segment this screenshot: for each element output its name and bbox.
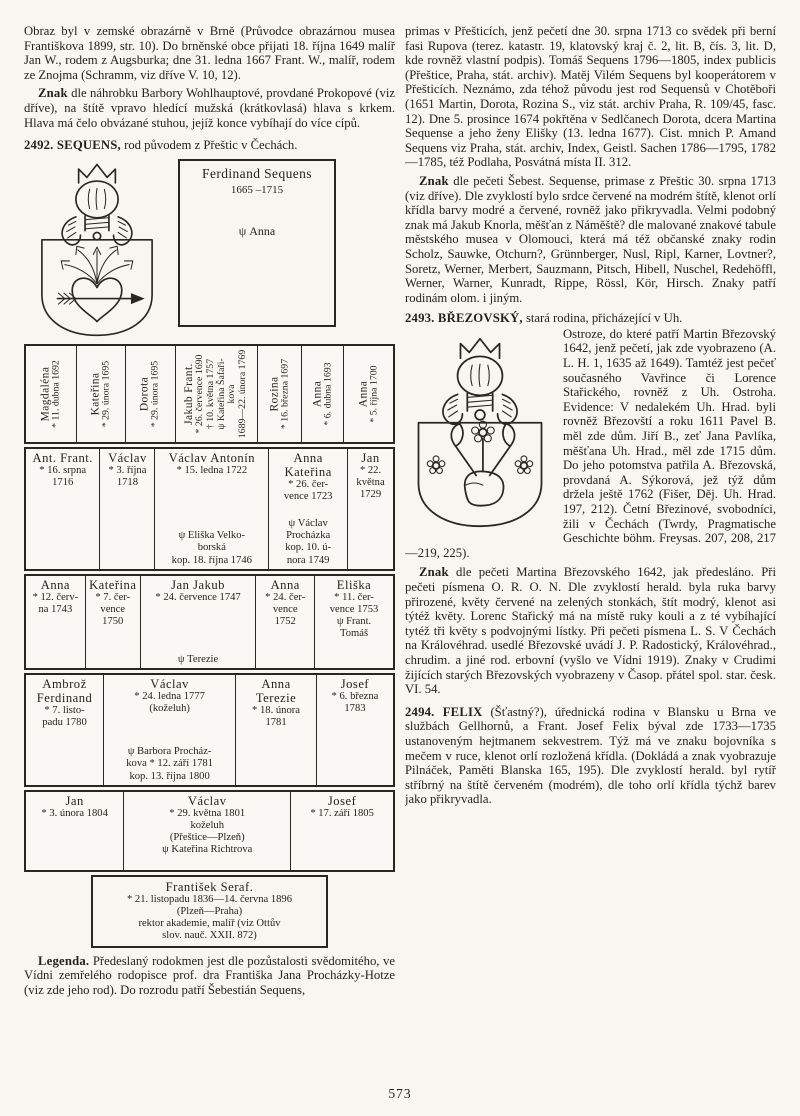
tree-cell-line: * 7. čer- bbox=[95, 591, 131, 603]
entry-first-line: stará rodina, přicházející v Uh. bbox=[522, 311, 683, 326]
tree-cell-line: Magdaléna bbox=[39, 366, 52, 422]
tree-cell-line: ψ Eliška Velko- bbox=[178, 530, 246, 542]
tree-cell bbox=[26, 792, 123, 870]
tree-person-name: Josef bbox=[327, 793, 357, 808]
sequens-arms-row bbox=[26, 159, 395, 341]
tree-cell bbox=[347, 449, 393, 569]
tree-cell-line: * 26. čer- bbox=[288, 478, 329, 490]
tree-cell-line: kova bbox=[226, 384, 238, 404]
tree-person-name: Václav bbox=[108, 450, 147, 465]
tree-cell bbox=[175, 346, 258, 442]
tree-cell-line: kop. 13. října 1800 bbox=[129, 770, 210, 782]
tree-cell-top bbox=[102, 451, 152, 489]
tree-cell bbox=[235, 675, 316, 785]
paragraph-lead: Legenda. bbox=[38, 953, 90, 968]
tree-cell-line: * 24. čer- bbox=[265, 591, 306, 603]
tree-cell bbox=[301, 346, 343, 442]
tree-final-line: slov. nauč. XXII. 872) bbox=[162, 930, 257, 942]
entry-number: 2494. FELIX bbox=[405, 704, 483, 719]
entry-text: Ostroze, do které patří Martin Březovský 1642, jenž pečetí, jak zde vyobrazeno (A. L. H. 1, 1635 až 1649). Tamtéž jest pečeť současného Vavřince či Lorence Stařického, rovněž z Uh. Ostroha. Evidence: V nedalekém Uh. Hrad. byli rovněž Březovští a roku 1611 Pavel B. měl zde dům. Jiří B., zeť Jana Pavlíka, měšťana Uh. Hrad., měl zde 1715 dům. Do jeho potomstva patřila A. Březovská, provdaná A. Sýkorová, jež týž dům držela ještě 1762 (Fišer, Děj. Uh. Hrad. 197, 212). Četní Březinové, svobodníci, žili v Čechách (Twrdy, Pragmatische Geschichte böhm. Freysas. 207, 208, 217—219, 225). bbox=[405, 326, 776, 560]
tree-cell-rotated-text bbox=[311, 362, 334, 425]
tree-cell-line: * 3. října bbox=[108, 464, 147, 476]
tree-cell-line: * 24. července 1747 bbox=[155, 591, 241, 603]
tree-cell bbox=[26, 346, 76, 442]
tree-person-name: Josef bbox=[340, 676, 370, 691]
tree-cell-line: kop. 10. ú- bbox=[285, 542, 332, 554]
tree-root-box bbox=[178, 159, 336, 327]
tree-cell-line: * 29. února 1695 bbox=[100, 360, 112, 427]
tree-cell-top bbox=[317, 578, 391, 641]
tree-cell-rotated-text bbox=[139, 361, 162, 427]
tree-cell-line: (Přeštice—Plzeň) bbox=[169, 832, 245, 844]
tree-cell bbox=[290, 792, 393, 870]
tree-person-name: Terezie bbox=[255, 690, 297, 705]
tree-cell-line: kop. 18. října 1746 bbox=[171, 554, 252, 566]
paragraph-obraz: Obraz byl v zemské obrazárně v Brně (Průvodce obrazárnou musea Františkova 1899, str. 10). Do brněnské obce přijati 18. října 1649 malíř Jan W., rodem z Augsburka; dne 31. ledna 1667 Frant. W., malíř, rodem ze Znojma (Schramm, viz dříve V. 10, 12). bbox=[24, 24, 395, 82]
tree-cell-top bbox=[319, 677, 391, 715]
tree-cell-line: * 16. března 1697 bbox=[279, 358, 291, 429]
tree-root-name: Ferdinand Sequens bbox=[202, 165, 312, 181]
tree-cell-top bbox=[238, 677, 314, 729]
tree-cell bbox=[123, 792, 290, 870]
tree-person-name: Jan bbox=[361, 450, 380, 465]
tree-cell-rotated-text bbox=[89, 361, 112, 427]
tree-cell bbox=[316, 675, 393, 785]
tree-cell-line: května bbox=[356, 476, 385, 488]
tree-person-name: Anna bbox=[293, 450, 323, 465]
tree-cell bbox=[26, 675, 103, 785]
tree-final-line: rektor akademie, malíř (viz Ottův bbox=[138, 918, 281, 930]
tree-final-box bbox=[91, 875, 328, 948]
tree-cell-line: ψ Kateřina Richtrova bbox=[162, 844, 253, 856]
tree-root-spouse: ψ Anna bbox=[238, 223, 276, 238]
tree-cell-line: Rozina bbox=[268, 376, 281, 412]
tree-person-name: Václav Antonín bbox=[168, 450, 256, 465]
entry-text: (Šťastný?), úřednická rodina v Blansku u Brna ve službách Gellhornů, a Frant. Josef Felix býval zde 1733—1735 ustanoveným hejtmanem sekvestrem. Týž má ve znaku bojovníka s mečem v ruce, klenot orlí rozložená křídla. (Dokládá a znak vyobrazuje Pilnáček, Paměti Blanska 165, 195). Dle zvyklostí herald. byl rytíř stříbrný na štítě červeném (modrém), dle toho orlí křídla týchž barev jako přikryvadla. bbox=[405, 704, 776, 807]
tree-cell-line: * 6. března bbox=[331, 690, 379, 702]
tree-cell-rotated-text bbox=[357, 365, 380, 422]
tree-cell-line: 1752 bbox=[274, 616, 296, 628]
tree-cell-line: * 7. listo- bbox=[44, 704, 85, 716]
tree-cell bbox=[103, 675, 235, 785]
tree-cell-top bbox=[28, 451, 97, 489]
tree-cell-line: * 16. srpna bbox=[39, 464, 87, 476]
tree-cell bbox=[268, 449, 347, 569]
tree-cell-line: * 24. ledna 1777 bbox=[134, 690, 205, 702]
tree-person-name: Ambrož bbox=[42, 676, 87, 691]
tree-person-name: Anna bbox=[261, 676, 291, 691]
tree-person-name: Václav bbox=[150, 676, 189, 691]
tree-person-name: Václav bbox=[187, 793, 227, 808]
tree-person-name: Jan bbox=[65, 793, 84, 808]
tree-cell-rotated-text bbox=[183, 350, 249, 438]
tree-cell-top bbox=[106, 677, 233, 715]
paragraph-lead: Znak bbox=[419, 565, 449, 580]
tree-cell-line: 1783 bbox=[344, 702, 366, 714]
tree-cell bbox=[76, 346, 126, 442]
tree-row bbox=[24, 574, 395, 670]
tree-cell-bottom bbox=[106, 746, 233, 783]
tree-cell-line: Dorota bbox=[138, 376, 151, 411]
tree-cell-line: padu 1780 bbox=[42, 716, 87, 728]
tree-cell-line: ψ Terezie bbox=[177, 653, 219, 665]
tree-row bbox=[24, 447, 395, 571]
tree-cell-line: * 17. září 1805 bbox=[310, 807, 374, 819]
tree-cell-top bbox=[293, 794, 391, 820]
entry-heading-brezovsky bbox=[405, 311, 776, 326]
tree-cell bbox=[125, 346, 175, 442]
tree-cell-line: 1689—22. února 1769 bbox=[237, 349, 249, 438]
left-column bbox=[24, 24, 395, 1086]
tree-cell-line: 1750 bbox=[102, 616, 124, 628]
tree-person-name: Kateřina bbox=[284, 464, 332, 479]
tree-cell-line: vence 1753 bbox=[329, 603, 379, 615]
tree-row bbox=[24, 673, 395, 787]
paragraph-lead: Znak bbox=[38, 86, 68, 101]
tree-cell bbox=[343, 346, 393, 442]
tree-cell-line: ψ Václav bbox=[288, 517, 328, 529]
page-number: 573 bbox=[388, 1086, 412, 1101]
tree-person-name: Ant. Frant. bbox=[32, 450, 93, 465]
paragraph-znak-wohlhaupt bbox=[24, 86, 395, 130]
tree-person-name: Jan Jakub bbox=[171, 577, 225, 592]
tree-person-name: Anna bbox=[270, 577, 300, 592]
tree-cell-line: * 15. ledna 1722 bbox=[176, 464, 248, 476]
tree-row bbox=[24, 790, 395, 872]
tree-final-line: * 21. listopadu 1836—14. června 1896 bbox=[126, 893, 293, 905]
paragraph-text: dle pečeti Martina Březovského 1642, jak předesláno. Při pečeti písmena O. R. O. N. Dle zvyklostí herald. byla ruka barvy přirozené, květy červené na zelených stonkách, štít modrý, klenot asi týtéž květy. Lorenc Stařický má na místě ruky kouli a z té vybíhající tytéž tři květy s podvojnými lístky. Při pečeti písmena L. S. V Čechách na Královéhrad. usedlé Březovské uvádí J. P. Radostický, Královéhrad., chrudim. a jiné rod. erbovní (vyšlo ve Vídni 1919). Znaky v Crudimi žijících starých Březovských vyobrazeny v Časop. přátel spol. star. česk. VI. 54. bbox=[405, 565, 776, 697]
tree-cell-line: 1781 bbox=[265, 716, 287, 728]
tree-cell-line: Procházka bbox=[286, 530, 331, 542]
entry-brezovsky bbox=[405, 311, 776, 560]
tree-cell-line: * 26. července 1690 bbox=[194, 354, 206, 434]
tree-cell-line: vence bbox=[272, 603, 298, 615]
tree-cell-line: Anna bbox=[311, 380, 324, 408]
tree-cell-top bbox=[126, 794, 288, 857]
tree-cell bbox=[154, 449, 268, 569]
paragraph-legenda bbox=[24, 954, 395, 998]
tree-cell bbox=[255, 576, 314, 668]
tree-cell-line: * 6. dubna 1693 bbox=[322, 362, 334, 426]
tree-cell bbox=[99, 449, 154, 569]
tree-cell-line: 1729 bbox=[359, 489, 382, 501]
entry-felix bbox=[405, 705, 776, 807]
tree-cell-line: * 11. čer- bbox=[334, 591, 374, 603]
entry-number: 2493. BŘEZOVSKÝ, bbox=[405, 311, 523, 326]
tree-cell-line: koželuh bbox=[190, 819, 225, 831]
tree-cell bbox=[85, 576, 140, 668]
tree-cell-line: 1718 bbox=[116, 476, 138, 488]
entry-subtitle: rod původem z Přeštic v Čechách. bbox=[120, 138, 298, 153]
tree-rows bbox=[24, 447, 395, 872]
right-column bbox=[405, 24, 776, 1086]
paragraph-primas: primas v Přešticích, jenž pečetí dne 30. srpna 1713 co svědek při berní fasi Rupova (terez. katastr. 19, klatovský kraj č. 2, lit. B, čís. 3, lit. D, kde rovněž vlastní podpis). Tomáš Sequens 1796—1805, index publicis (Přeštice, Praha, stát. archiv). Matěj Vilém Sequens byl kooperátorem v Přešticích. Neznámo, zda téhož původu jest rod Sequensů v Chotěboři (1651 Martin, Dorota, Rozina S., viz stát. archiv Praha, R. 109/45, fasc. 12). Dne 5. prosince 1674 pokřtěna v Sedlčanech Dorota, dcera Martina Sequense a jeho ženy Elišky (13. ledna 1677). Cist. mnich P. Amand Sequens viz Praha, stát. archiv, Index, Geistl. Sachen 1786—1795, 1782—1785, též Podlaha, Posvátná místa II. 312. bbox=[405, 24, 776, 170]
entry-brezovsky-body bbox=[405, 327, 776, 561]
tree-cell bbox=[26, 576, 85, 668]
tree-cell-rotated-text bbox=[268, 359, 291, 429]
tree-cell-line: vence bbox=[100, 603, 126, 615]
tree-cell-line: * 5. října 1700 bbox=[368, 365, 380, 423]
tree-cell-top bbox=[157, 451, 266, 477]
paragraph-text: dle náhrobku Barbory Wohlhauptové, provdané Prokopové (viz dříve), na štítě vpravo hledící mužská (krátkovlasá) hlava s krkem. Hlava má čelo obvázané stuhou, jejíž konce vybíhají do více cípů. bbox=[24, 86, 395, 130]
tree-cell-line: * 3. února 1804 bbox=[41, 807, 108, 819]
tree-cell-rotated-text bbox=[39, 360, 62, 428]
tree-cell-line: * 12. červ- bbox=[32, 591, 79, 603]
tree-cell-top bbox=[28, 578, 83, 616]
tree-person-name: Ferdinand bbox=[36, 690, 93, 705]
tree-final-line: (Plzeň—Praha) bbox=[176, 905, 243, 917]
tree-cell-top bbox=[350, 451, 391, 502]
tree-cell-bottom bbox=[143, 654, 254, 666]
tree-cell-line: † 10. května 1757 bbox=[205, 358, 217, 429]
tree-cell-top bbox=[88, 578, 138, 629]
tree-cell-line: nora 1749 bbox=[286, 554, 330, 566]
tree-cell-line: vence 1723 bbox=[283, 490, 333, 502]
paragraph-znak-sequens bbox=[405, 174, 776, 305]
entry-heading-sequens bbox=[24, 138, 395, 153]
tree-cell bbox=[140, 576, 256, 668]
tree-cell-line: * 22. bbox=[359, 464, 382, 476]
tree-final-name: František Seraf. bbox=[165, 879, 254, 894]
tree-cell bbox=[314, 576, 393, 668]
tree-cell-line: Tomáš bbox=[339, 628, 369, 640]
tree-cell-line: borská bbox=[197, 542, 226, 554]
tree-cell-top bbox=[271, 451, 345, 503]
tree-cell-line: * 11. dubna 1692 bbox=[50, 359, 62, 428]
brezovsky-coat-of-arms-hand-flowers-icon bbox=[405, 329, 555, 534]
tree-cell-bottom bbox=[271, 518, 345, 567]
tree-cell-line: * 29. května 1801 bbox=[169, 807, 246, 819]
tree-person-name: Eliška bbox=[336, 577, 372, 592]
tree-cell-top bbox=[28, 677, 101, 729]
paragraph-lead: Znak bbox=[419, 173, 449, 188]
tree-person-name: Kateřina bbox=[89, 577, 137, 592]
tree-cell-line: kova * 12. září 1781 bbox=[126, 758, 214, 770]
tree-cell-line: * 29. února 1695 bbox=[149, 360, 161, 427]
paragraph-text: Předeslaný rodokmen jest dle pozůstalosti svědomitého, ve Vídni zemřelého rodopisce prof. dra Františka Jana Procházky-Hotze (viz zde jeho rod). Do rozrodu patří Šebestián Sequens, bbox=[24, 953, 395, 997]
paragraph-text: dle pečeti Šebest. Sequense, primase z Přeštic 30. srpna 1713 (viz dříve). Dle zvyklostí bylo srdce červené na modrém štítě, klenot orlí křídla barvy modré a červené, rovněž jako přikryvadla. Velmi podobný znak má Jakub Knorla, měšťan z Náměště? dle malované znakové tabule městského musea v Olomouci, která má též občanské znaky rodin Scholz, Sauwke, Otchurn?, Grünnberger, Nusl, Ripl, Karner, Lovtner?, Soretz, Werner, Merbert, Sauzmann, Pitsch, Hibell, Nuschel, Redehöffl, Werner, Warner, Kunradt, Rippe, Rössl, Kör, Hirsch. Znaky patří rodinám olom. i jiným. bbox=[405, 173, 776, 305]
tree-cell-line: Jakub Frant. bbox=[183, 362, 196, 425]
tree-cell-bottom bbox=[157, 530, 266, 567]
tree-cell-line: * 18. února bbox=[252, 704, 301, 716]
paragraph-znak-brezovsky bbox=[405, 565, 776, 696]
tree-cell-top bbox=[28, 794, 121, 820]
tree-cell-line: 1716 bbox=[52, 476, 74, 488]
tree-cell-line: ψ Frant. bbox=[336, 616, 372, 628]
tree-cell bbox=[26, 449, 99, 569]
tree-root-dates: 1665 –1715 bbox=[230, 184, 284, 197]
tree-cell-line: Anna bbox=[357, 380, 370, 408]
tree-cell bbox=[257, 346, 301, 442]
tree-cell-top bbox=[258, 578, 312, 629]
sequens-coat-of-arms-heart-arrows-icon bbox=[26, 159, 168, 339]
entry-number: 2492. SEQUENS, bbox=[24, 138, 121, 153]
tree-cell-line: ψ Kateřina Šafaři- bbox=[215, 358, 227, 430]
tree-vertical-row bbox=[24, 344, 395, 444]
tree-cell-line: na 1743 bbox=[38, 603, 73, 615]
tree-final-lines bbox=[95, 894, 324, 943]
tree-cell-top bbox=[143, 578, 254, 604]
tree-person-name: Anna bbox=[40, 577, 70, 592]
tree-cell-line: (koželuh) bbox=[149, 702, 190, 714]
tree-cell-line: Kateřina bbox=[89, 372, 102, 416]
tree-cell-line: ψ Barbora Procház- bbox=[127, 746, 212, 758]
